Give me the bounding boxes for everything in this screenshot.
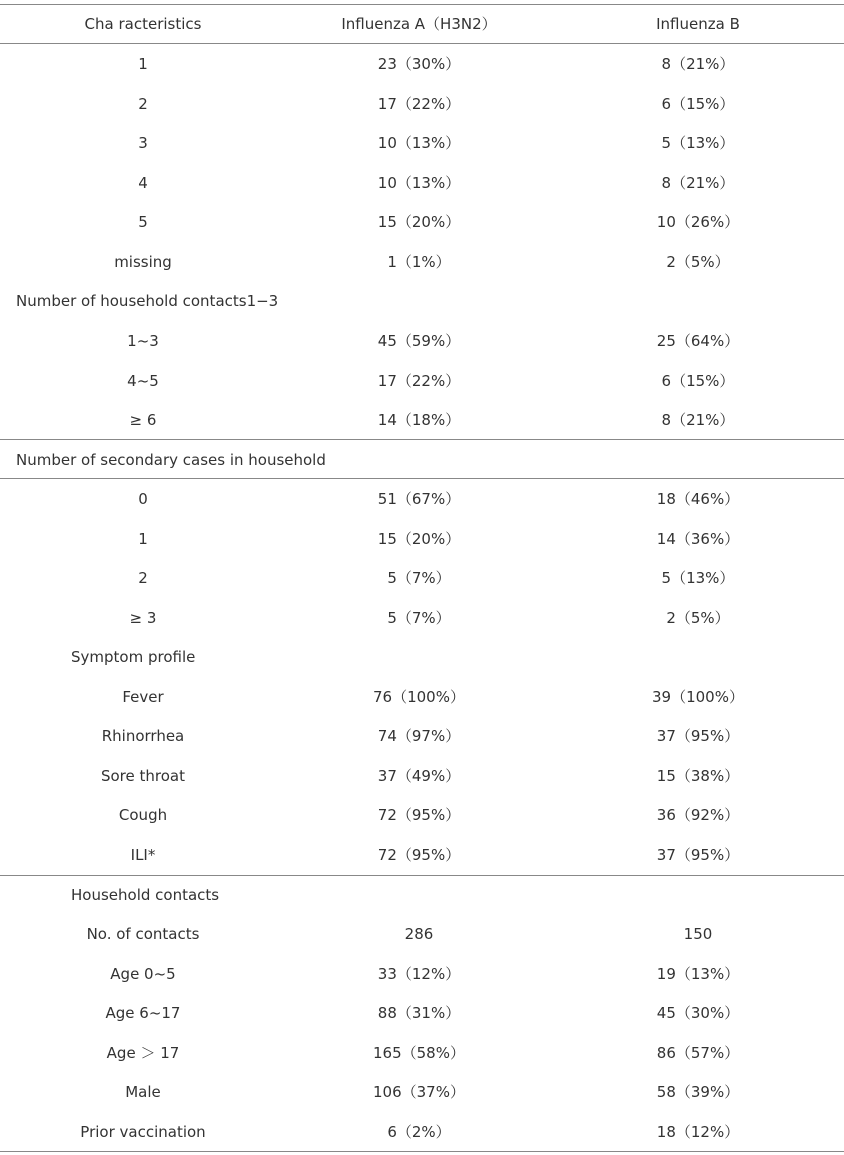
influenza-b-value: 2（5%） xyxy=(666,609,730,627)
influenza-b-value: 14（36%） xyxy=(656,530,740,548)
influenza-a-value: 76（100%） xyxy=(373,688,465,706)
influenza-a-value: 45（59%） xyxy=(377,332,461,350)
influenza-a-value: 5（7%） xyxy=(387,569,451,587)
table-row xyxy=(0,566,844,590)
influenza-b-value: 5（13%） xyxy=(661,569,735,587)
section-label: Household contacts xyxy=(71,886,220,904)
influenza-a-value: 5（7%） xyxy=(387,609,451,627)
row-label: No. of contacts xyxy=(86,925,200,943)
row-label: 4 xyxy=(138,174,148,192)
influenza-a-value: 51（67%） xyxy=(377,490,461,508)
table-row xyxy=(0,606,844,630)
table-row xyxy=(0,1120,844,1144)
table-header xyxy=(0,12,844,36)
influenza-b-value: 45（30%） xyxy=(656,1004,740,1022)
row-label: Age ＞ 17 xyxy=(106,1044,180,1062)
row-label: Age 6~17 xyxy=(105,1004,181,1022)
table-row xyxy=(0,685,844,709)
influenza-a-value: 15（20%） xyxy=(377,213,461,231)
section-rule xyxy=(0,439,844,440)
influenza-b-value: 39（100%） xyxy=(652,688,744,706)
table-row xyxy=(0,803,844,827)
row-label: ≥ 6 xyxy=(129,411,157,429)
row-label: 5 xyxy=(138,213,148,231)
influenza-a-value: 17（22%） xyxy=(377,95,461,113)
table-row xyxy=(0,1080,844,1104)
influenza-b-value: 6（15%） xyxy=(661,95,735,113)
influenza-a-value: 286 xyxy=(404,925,434,943)
row-label: Prior vaccination xyxy=(80,1123,206,1141)
header-rule xyxy=(0,43,844,44)
bottom-rule xyxy=(0,1151,844,1152)
influenza-b-value: 37（95%） xyxy=(656,727,740,745)
row-label: Fever xyxy=(122,688,164,706)
header-influenza-a: Influenza A（H3N2） xyxy=(341,15,497,33)
influenza-a-value: 15（20%） xyxy=(377,530,461,548)
influenza-a-value: 1（1%） xyxy=(387,253,451,271)
row-label: ≥ 3 xyxy=(129,609,157,627)
influenza-a-value: 37（49%） xyxy=(377,767,461,785)
influenza-b-value: 18（12%） xyxy=(656,1123,740,1141)
table-row xyxy=(0,448,844,472)
influenza-a-value: 10（13%） xyxy=(377,174,461,192)
influenza-b-value: 8（21%） xyxy=(661,174,735,192)
table-row xyxy=(0,1041,844,1065)
row-label: ILI* xyxy=(130,846,156,864)
row-label: missing xyxy=(114,253,172,271)
table-row xyxy=(0,764,844,788)
table-row xyxy=(0,645,844,669)
influenza-b-value: 19（13%） xyxy=(656,965,740,983)
influenza-a-value: 72（95%） xyxy=(377,846,461,864)
influenza-a-value: 6（2%） xyxy=(387,1123,451,1141)
section-label: Symptom profile xyxy=(71,648,196,666)
table-row xyxy=(0,1001,844,1025)
influenza-b-value: 6（15%） xyxy=(661,372,735,390)
influenza-b-value: 8（21%） xyxy=(661,55,735,73)
section-rule xyxy=(0,478,844,479)
influenza-b-value: 15（38%） xyxy=(656,767,740,785)
influenza-a-value: 88（31%） xyxy=(377,1004,461,1022)
influenza-b-value: 36（92%） xyxy=(656,806,740,824)
influenza-b-value: 5（13%） xyxy=(661,134,735,152)
influenza-b-value: 8（21%） xyxy=(661,411,735,429)
table-row xyxy=(0,171,844,195)
row-label: 1 xyxy=(138,530,148,548)
influenza-b-value: 10（26%） xyxy=(656,213,740,231)
table-row xyxy=(0,52,844,76)
influenza-a-value: 17（22%） xyxy=(377,372,461,390)
row-label: Male xyxy=(125,1083,161,1101)
influenza-b-value: 18（46%） xyxy=(656,490,740,508)
table-row xyxy=(0,922,844,946)
influenza-a-value: 165（58%） xyxy=(373,1044,465,1062)
table-row xyxy=(0,369,844,393)
influenza-a-value: 10（13%） xyxy=(377,134,461,152)
header-influenza-b: Influenza B xyxy=(656,15,740,33)
row-label: 3 xyxy=(138,134,148,152)
table-row xyxy=(0,487,844,511)
influenza-a-value: 72（95%） xyxy=(377,806,461,824)
influenza-a-value: 74（97%） xyxy=(377,727,461,745)
section-label: Number of household contacts1−3 xyxy=(16,292,279,310)
header-characteristics: Cha racteristics xyxy=(84,15,202,33)
influenza-a-value: 33（12%） xyxy=(377,965,461,983)
section-rule xyxy=(0,875,844,876)
row-label: 0 xyxy=(138,490,148,508)
table-row xyxy=(0,724,844,748)
row-label: Cough xyxy=(118,806,168,824)
influenza-b-value: 25（64%） xyxy=(656,332,740,350)
table-row xyxy=(0,962,844,986)
section-label: Number of secondary cases in household xyxy=(16,451,326,469)
table-row xyxy=(0,250,844,274)
influenza-a-value: 23（30%） xyxy=(377,55,461,73)
influenza-b-value: 2（5%） xyxy=(666,253,730,271)
row-label: 4~5 xyxy=(127,372,159,390)
row-label: 2 xyxy=(138,95,148,113)
table-row xyxy=(0,329,844,353)
influenza-b-value: 37（95%） xyxy=(656,846,740,864)
table-row xyxy=(0,527,844,551)
top-rule xyxy=(0,4,844,5)
table-row xyxy=(0,883,844,907)
row-label: 1~3 xyxy=(127,332,159,350)
influenza-a-value: 14（18%） xyxy=(377,411,461,429)
influenza-a-value: 106（37%） xyxy=(373,1083,465,1101)
table-row xyxy=(0,843,844,867)
influenza-b-value: 150 xyxy=(683,925,713,943)
row-label: Rhinorrhea xyxy=(101,727,185,745)
row-label: 2 xyxy=(138,569,148,587)
row-label: Sore throat xyxy=(100,767,185,785)
table-row xyxy=(0,92,844,116)
influenza-b-value: 58（39%） xyxy=(656,1083,740,1101)
row-label: 1 xyxy=(138,55,148,73)
table-row xyxy=(0,289,844,313)
table-row xyxy=(0,210,844,234)
row-label: Age 0~5 xyxy=(110,965,176,983)
table-row xyxy=(0,408,844,432)
table-row xyxy=(0,131,844,155)
influenza-b-value: 86（57%） xyxy=(656,1044,740,1062)
